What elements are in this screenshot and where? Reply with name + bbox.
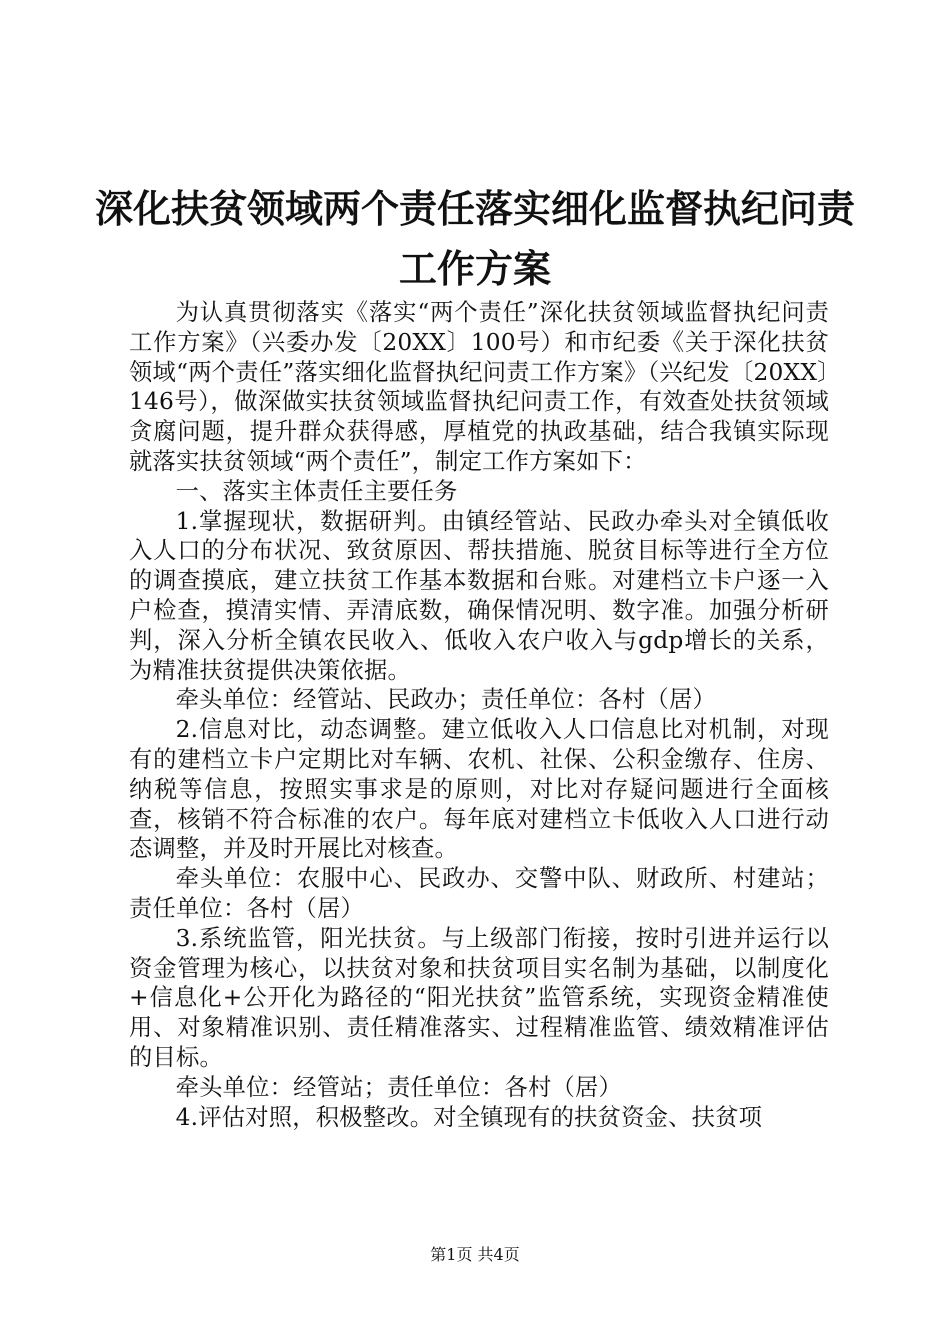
task-paragraph: 3.系统监管，阳光扶贫。与上级部门衔接，按时引进并运行以资金管理为核心，以扶贫对象和扶贫项目实名制为基础，以制度化+信息化+公开化为路径的“阳光扶贫”监管系统，实现资金精准使用、对象精准识别、责任精准落实、过程精准监管、绩效精准评估的目标。 <box>129 924 829 1071</box>
page-title-line-1: 深化扶贫领域两个责任落实细化监督执纪问责 <box>94 186 855 231</box>
task-paragraph: 4.评估对照，积极整改。对全镇现有的扶贫资金、扶贫项 <box>175 1103 763 1131</box>
task-paragraph: 2.信息对比，动态调整。建立低收入人口信息比对机制，对现有的建档立卡户定期比对车辆、农机、社保、公积金缴存、住房、纳税等信息，按照实事求是的原则，对比对存疑问题进行全面核查，核销不符合标准的农户。每年底对建档立卡低收入人口进行动态调整，并及时开展比对核查。 <box>129 716 829 863</box>
responsible-units: 牵头单位：经管站、民政办；责任单位：各村（居） <box>175 686 717 714</box>
section-heading: 一、落实主体责任主要任务 <box>175 477 458 505</box>
responsible-units: 牵头单位：经管站；责任单位：各村（居） <box>175 1073 623 1101</box>
intro-paragraph: 为认真贯彻落实《落实“两个责任”深化扶贫领域监督执纪问责工作方案》（兴委办发〔20XX〕100号）和市纪委《关于深化扶贫领域“两个责任”落实细化监督执纪问责工作方案》（兴纪发〔20XX〕146号），做深做实扶贫领域监督执纪问责工作，有效查处扶贫领域贪腐问题，提升群众获得感，厚植党的执政基础，结合我镇实际现就落实扶贫领域“两个责任”，制定工作方案如下： <box>129 299 829 475</box>
page-title-line-2: 工作方案 <box>398 246 551 291</box>
task-paragraph: 1.掌握现状，数据研判。由镇经管站、民政办牵头对全镇低收入人口的分布状况、致贫原因、帮扶措施、脱贫目标等进行全方位的调查摸底，建立扶贫工作基本数据和台账。对建档立卡户逐一入户检查，摸清实情、弄清底数，确保情况明、数字准。加强分析研判，深入分析全镇农民收入、低收入农户收入与gdp增长的关系，为精准扶贫提供决策依据。 <box>129 507 829 684</box>
page-number: 第1页 共4页 <box>430 1245 520 1264</box>
document-body <box>129 298 829 1132</box>
responsible-units: 牵头单位：农服中心、民政办、交警中队、财政所、村建站；责任单位：各村（居） <box>129 865 829 922</box>
